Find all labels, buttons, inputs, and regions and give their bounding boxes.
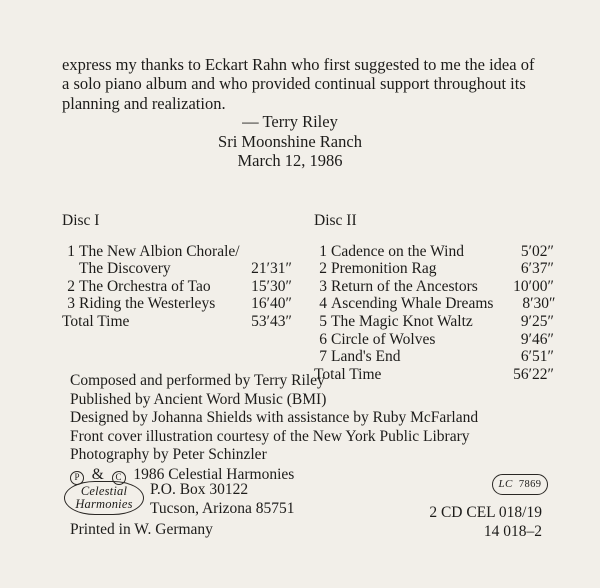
total-time-value: 53′43″: [251, 312, 292, 330]
track-title: Premonition Rag: [331, 260, 437, 278]
credit-line: Front cover illustration courtesy of the New York Public Library: [70, 427, 470, 445]
track-row: [314, 331, 554, 349]
catalog-numbers: [429, 504, 542, 541]
total-time-label: Total Time: [62, 312, 130, 330]
phonogram-icon: P: [70, 471, 84, 485]
track-title: Circle of Wolves: [331, 330, 436, 348]
track-number: 3: [319, 277, 327, 295]
track-title: The Magic Knot Waltz: [331, 312, 473, 330]
track-title: Cadence on the Wind: [331, 242, 464, 260]
track-number: 1: [319, 242, 327, 260]
intro-paragraph: express my thanks to Eckart Rahn who first suggested to me the idea of a solo piano album and who provided continual support throughout its planning and realization.: [62, 54, 535, 113]
signature-name: — Terry Riley: [242, 112, 338, 131]
track-time: 8′30″: [522, 295, 556, 313]
track-time: 15′30″: [251, 277, 292, 295]
track-number: 7: [319, 348, 327, 366]
disc-one-listing: [62, 212, 292, 331]
track-number: 6: [319, 330, 327, 348]
barcode-number: 14 018–2: [483, 522, 542, 540]
track-title: Land's End: [331, 348, 401, 366]
disc-one-total: [62, 313, 292, 331]
disc-one-title: Disc I: [62, 212, 100, 229]
track-number: 5: [319, 312, 327, 330]
label-address: [150, 481, 295, 518]
logo-line-1: Celestial: [80, 484, 128, 498]
celestial-harmonies-logo: [64, 481, 144, 515]
credit-line: Photography by Peter Schinzler: [70, 446, 267, 464]
credit-line: Composed and performed by Terry Riley: [70, 372, 325, 389]
track-title: The Orchestra of Tao: [79, 277, 211, 295]
copyright-line: P & C 1986 Celestial Harmonies: [70, 466, 294, 485]
track-time: 5′02″: [520, 242, 554, 260]
disc-two-listing: [314, 212, 554, 383]
total-time-label: Total Time: [314, 365, 382, 383]
lc-prefix: LC: [498, 478, 513, 490]
track-number: 4: [319, 295, 327, 313]
track-time: 21′31″: [251, 260, 292, 278]
credits-block: [70, 372, 540, 465]
track-title-continued: The Discovery: [79, 260, 171, 278]
track-row: [314, 313, 554, 331]
track-row: [314, 278, 554, 296]
signature-block: [60, 112, 520, 171]
logo-line-2: Harmonies: [75, 497, 133, 511]
track-row-continued: [62, 260, 292, 278]
track-row: [62, 243, 292, 261]
disc-two-title: Disc II: [314, 212, 357, 229]
address-line-2: Tucson, Arizona 85751: [150, 499, 295, 517]
printed-in-line: Printed in W. Germany: [70, 521, 213, 538]
track-row: [314, 295, 554, 313]
credit-line: Published by Ancient Word Music (BMI): [70, 390, 327, 408]
track-row: [62, 278, 292, 296]
copyright-text: 1986 Celestial Harmonies: [133, 466, 295, 483]
track-row: [62, 295, 292, 313]
lc-number: 7869: [518, 479, 542, 490]
track-row: [314, 348, 554, 366]
address-line-1: P.O. Box 30122: [150, 481, 249, 498]
catalog-number: 2 CD CEL 018/19: [429, 504, 542, 521]
track-time: 6′51″: [520, 348, 554, 366]
track-time: 16′40″: [251, 295, 292, 313]
track-number: 2: [67, 277, 75, 295]
copyright-icon: C: [112, 471, 126, 485]
track-row: [314, 243, 554, 261]
lc-code-badge: [492, 474, 548, 495]
track-number: 2: [319, 260, 327, 278]
signature-date: March 12, 1986: [237, 151, 343, 170]
track-number: 3: [67, 295, 75, 313]
credit-line: Designed by Johanna Shields with assistance by Ruby McFarland: [70, 409, 479, 427]
track-time: 10′00″: [513, 277, 554, 295]
track-time: 9′46″: [520, 330, 554, 348]
track-title: Return of the Ancestors: [331, 277, 478, 295]
track-title: The New Albion Chorale/: [79, 242, 240, 260]
track-time: 9′25″: [520, 312, 554, 330]
track-number: 1: [67, 242, 75, 260]
signature-location: Sri Moonshine Ranch: [218, 131, 362, 151]
total-time-value: 56′22″: [513, 365, 554, 383]
track-title: Riding the Westerleys: [79, 295, 216, 313]
track-title: Ascending Whale Dreams: [331, 295, 494, 313]
track-row: [314, 260, 554, 278]
track-time: 6′37″: [520, 260, 554, 278]
